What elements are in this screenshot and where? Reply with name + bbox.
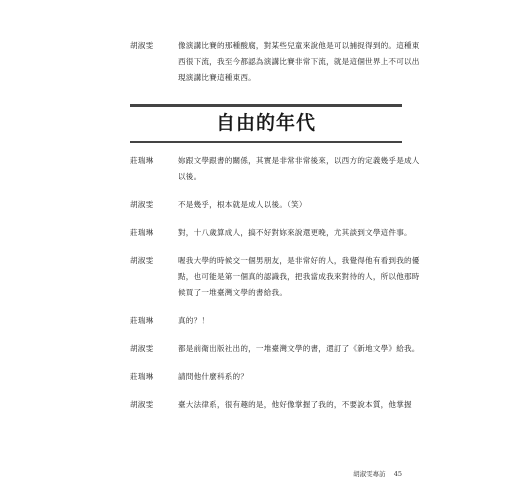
speaker-name: 胡淑雯 (130, 400, 154, 409)
section-rule-top (130, 104, 402, 107)
dialogue-entry (130, 397, 420, 413)
dialogue-text: 喔我大學的時候交一個男朋友，是非常好的人，我覺得他有看到我的優點，也可能是第一個真的認識我，把我當成我來對待的人，所以他那時候買了一堆臺灣文學的書給我。 (178, 256, 420, 297)
speaker-name: 莊瑞琳 (130, 316, 154, 325)
page-number: 45 (393, 470, 402, 478)
dialogue-text: 妳跟文學跟書的關係，其實是非常非常後來，以西方的定義幾乎是成人以後。 (178, 156, 420, 181)
section-rule-bottom (130, 141, 402, 143)
dialogue-list (130, 153, 420, 413)
dialogue-text: 像演講比賽的那種酸腐，對某些兒童來說他是可以捕捉得到的。這種東西很下流，我至今都認為演講比賽非常下流，就是這個世界上不可以出現演講比賽這種東西。 (178, 41, 420, 82)
dialogue-text: 不是幾乎，根本就是成人以後。（笑） (178, 200, 307, 209)
speaker-name: 胡淑雯 (130, 41, 154, 50)
speaker-name: 莊瑞琳 (130, 228, 154, 237)
dialogue-text: 都是前衛出版社出的，一堆臺灣文學的書，還訂了《新地文學》給我。 (178, 344, 420, 353)
top-dialogue (130, 38, 420, 86)
dialogue-text: 對，十八歲算成人，搞不好對妳來說還更晚，尤其談到文學這件事。 (178, 228, 412, 237)
dialogue-entry (130, 313, 420, 329)
page-footer (347, 469, 402, 479)
dialogue-entry (130, 197, 420, 213)
speaker-name: 胡淑雯 (130, 344, 154, 353)
dialogue-text: 真的？！ (178, 316, 210, 325)
dialogue-entry (130, 341, 420, 357)
speaker-name: 莊瑞琳 (130, 372, 154, 381)
dialogue-entry (130, 225, 420, 241)
dialogue-entry (130, 369, 420, 385)
speaker-name: 胡淑雯 (130, 200, 154, 209)
dialogue-text: 請問他什麼科系的？ (178, 372, 249, 381)
section-title: 自由的年代 (215, 112, 316, 134)
dialogue-entry (130, 153, 420, 185)
dialogue-entry (130, 253, 420, 301)
running-head: 胡淑雯專訪 (353, 470, 386, 478)
speaker-name: 莊瑞琳 (130, 156, 154, 165)
dialogue-entry (130, 38, 420, 86)
speaker-name: 胡淑雯 (130, 256, 154, 265)
dialogue-text: 臺大法律系，很有趣的是，他好像掌握了我的，不要說本質，他掌握 (178, 400, 412, 409)
